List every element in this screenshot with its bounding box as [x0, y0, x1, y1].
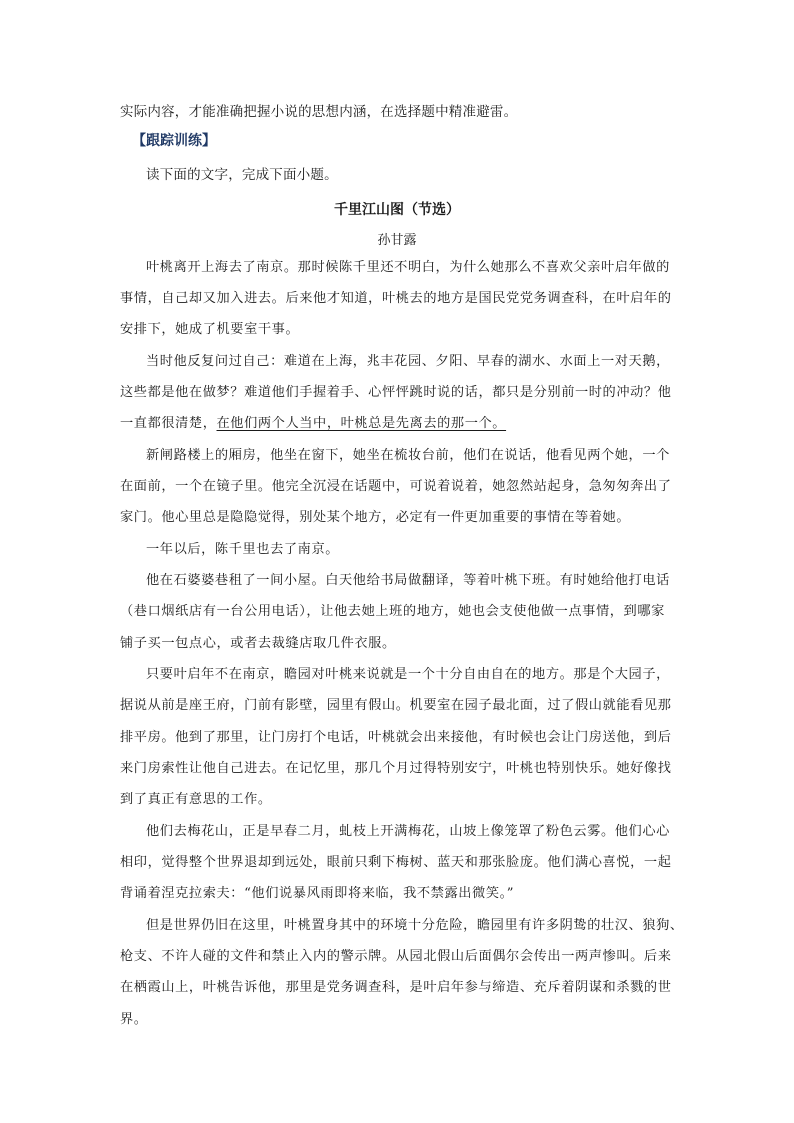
- paragraph-1-line-1: 叶桃离开上海去了南京。那时候陈千里还不明白，为什么她那么不喜欢父亲叶启年做的: [146, 260, 670, 275]
- paragraph-2-line-3-text: 一直都很清楚，: [120, 416, 217, 431]
- paragraph-1-line-3: 安排下，她成了机要室干事。: [120, 322, 300, 337]
- paragraph-7-line-3: 背诵着涅克拉索夫：“他们说暴风雨即将来临，我不禁露出微笑。”: [120, 886, 515, 901]
- paragraph-5-line-1: 他在石婆婆巷租了一间小屋。白天他给书局做翻译，等着叶桃下班。有时她给他打电话: [146, 573, 670, 588]
- paragraph-8-line-3: 在栖霞山上，叶桃告诉他，那里是党务调查科，是叶启年参与缔造、充斥着阴谋和杀戮的世: [120, 980, 672, 995]
- paragraph-3-line-1: 新闸路楼上的厢房，他坐在窗下，她坐在梳妆台前，他们在说话，他看见两个她，一个: [146, 448, 670, 463]
- paragraph-3-line-2: 在面前，一个在镜子里。他完全沉浸在话题中，可说着说着，她忽然站起身，急匆匆奔出了: [120, 479, 672, 494]
- paragraph-6-line-3: 排平房。他到了那里，让门房打个电话，叶桃就会出来接他，有时候也会让门房送他，到后: [120, 730, 672, 745]
- paragraph-7-line-1: 他们去梅花山，正是早春二月，虬枝上开满梅花，山坡上像笼罩了粉色云雾。他们心心: [146, 824, 670, 839]
- paragraph-7-line-2: 相印，觉得整个世界退却到远处，眼前只剩下梅树、蓝天和那张脸庞。他们满心喜悦，一起: [120, 855, 672, 870]
- paragraph-6-line-5: 到了真正有意思的工作。: [120, 792, 272, 807]
- paragraph-2-line-1: 当时他反复问过自己：难道在上海，兆丰花园、夕阳、早春的湖水、水面上一对天鹅，: [146, 354, 670, 369]
- paragraph-8-line-1: 但是世界仍旧在这里，叶桃置身其中的环境十分危险，瞻园里有许多阴鸷的壮汉、狼狗、: [146, 918, 684, 933]
- instruction-line: 读下面的文字，完成下面小题。: [146, 167, 338, 183]
- paragraph-8-line-4: 界。: [120, 1012, 148, 1027]
- paragraph-2-line-3: [120, 416, 506, 432]
- paragraph-6-line-2: 据说从前是座王府，门前有影壁，园里有假山。机要室在园子最北面，过了假山就能看见那: [120, 698, 672, 713]
- paragraph-8-line-2: 枪支、不许人碰的文件和禁止入内的警示牌。从园北假山后面偶尔会传出一两声惨叫。后来: [120, 949, 672, 964]
- intro-line: 实际内容，才能准确把握小说的思想内涵，在选择题中精准避雷。: [120, 104, 518, 120]
- paragraph-3-line-3: 家门。他心里总是隐隐觉得，别处某个地方，必定有一件更加重要的事情在等着她。: [120, 510, 631, 525]
- paragraph-6-line-1: 只要叶启年不在南京，瞻园对叶桃来说就是一个十分自由自在的地方。那是个大园子，: [146, 667, 670, 682]
- paragraph-6-line-4: 来门房索性让他自己进去。在记忆里，那几个月过得特别安宁，叶桃也特别快乐。她好像找: [120, 761, 672, 776]
- section-heading: 【跟踪训练】: [132, 133, 216, 149]
- paragraph-2-line-2: 这些都是他在做梦？难道他们手握着手、心怦怦跳时说的话，都只是分别前一时的冲动？他: [120, 385, 672, 400]
- passage-title: 千里江山图（节选）: [334, 202, 460, 218]
- paragraph-5-line-2: （巷口烟纸店有一台公用电话），让他去她上班的地方，她也会支使他做一点事情，到哪家: [120, 604, 665, 619]
- paragraph-1-line-2: 事情，自己却又加入进去。后来他才知道，叶桃去的地方是国民党党务调查科，在叶启年的: [120, 291, 672, 306]
- paragraph-4-line-1: 一年以后，陈千里也去了南京。: [146, 542, 340, 557]
- paragraph-5-line-3: 铺子买一包点心，或者去裁缝店取几件衣服。: [120, 636, 396, 651]
- underlined-sentence: 在他们两个人当中，叶桃总是先离去的那一个。: [216, 416, 507, 431]
- passage-author: 孙甘露: [377, 233, 417, 248]
